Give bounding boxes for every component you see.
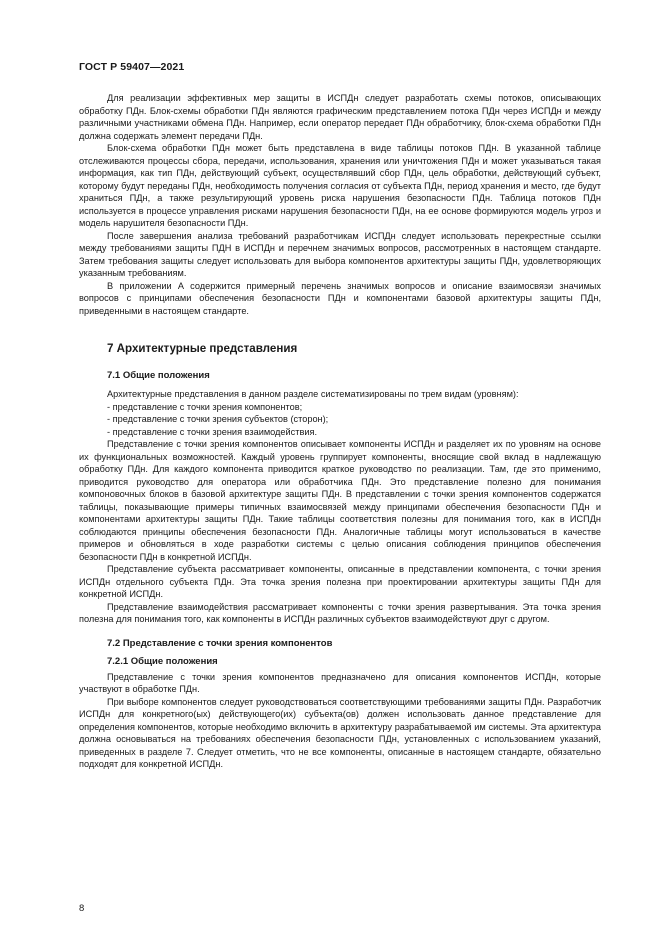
subsubsection-heading: 7.2.1 Общие положения — [107, 656, 218, 667]
paragraph: Блок-схема обработки ПДн может быть представлена в виде таблицы потоков ПДн. В указанной таблице отслеживаются процессы сбора, передачи, использования, хранения или уничтожения ПДн и может указываться такая информация, как тип ПДн, действующий субъект, осуществлявший сбор ПДн, цель обработки, действующий субъект, которому будут переданы ПДн, необходимость получения согласия от субъекта ПДн, период хранения и место, где будут храниться ПДн, а также результирующий уровень риска нарушения безопасности ПДн. Таблица потоков ПДн используется в процессе управления рисками нарушения безопасности ПДн, на ее основе формируются модель угроз и модель нарушителя безопасности ПДн. — [79, 143, 601, 228]
subsection-heading: 7.1 Общие положения — [107, 369, 210, 381]
paragraph: Представление с точки зрения компонентов предназначено для описания компонентов ИСПДн, которые участвуют в обработке ПДн. — [79, 671, 601, 694]
paragraph: Представление взаимодействия рассматривает компоненты с точки зрения развертывания. Эта точка зрения полезна для понимания того, как компоненты в ИСПДн различных субъектов взаимодействуют друг с другом. — [79, 601, 601, 624]
paragraph: В приложении А содержится примерный перечень значимых вопросов и описание взаимосвязи значимых вопросов с принципами обеспечения безопасности ПДн и компонентами базовой архитектуры защиты ПДн, приведенными в настоящем стандарте. — [79, 280, 601, 316]
document-code: ГОСТ Р 59407—2021 — [79, 61, 185, 73]
list-item: - представление с точки зрения компонентов; — [107, 401, 303, 412]
subsection-heading: 7.2 Представление с точки зрения компонентов — [107, 637, 333, 649]
page-number: 8 — [79, 903, 85, 914]
list-item: - представление с точки зрения субъектов (сторон); — [107, 414, 329, 424]
paragraph: После завершения анализа требований разработчикам ИСПДн следует использовать перекрестные ссылки между требованиями защиты ПДН в ИСПДн и перечнем значимых вопросов, рассмотренных в настоящем стандарте. Затем требования защиты следует использовать для выбора компонентов архитектуры защиты ПДн, удовлетворяющих указанным требованиям. — [79, 230, 601, 278]
paragraph: Представление субъекта рассматривает компоненты, описанные в представлении компонента, с точки зрения ИСПДн отдельного субъекта ПДн. Эта точка зрения полезна при проектировании архитектуры защиты ПДн для конкретной ИСПДн. — [79, 564, 601, 599]
page-body — [79, 92, 601, 771]
section-heading: 7 Архитектурные представления — [107, 342, 298, 355]
paragraph: При выборе компонентов следует руководствоваться соответствующими требованиями защиты ПДн. Разработчик ИСПДн для конкретного(ых) действующего(их) субъекта(ов) должен использовать данное представление для определения компонентов, которые необходимо включить в архитектуру разрабатываемой им системы. Эта архитектура должна основываться на требованиях обеспечения безопасности ПДн, установленных с использованием указаний, приведенных в разделе 7. Следует отметить, что не все компоненты, описанные в настоящем стандарте, обязательно подходят для конкретной ИСПДн. — [79, 696, 601, 769]
paragraph: Архитектурные представления в данном разделе систематизированы по трем видам (уровням): — [107, 389, 519, 399]
paragraph: Представление с точки зрения компонентов описывает компоненты ИСПДн и разделяет их по уровням на основе их функциональных возможностей. Каждый уровень группирует компоненты, вносящие свой вклад в надлежащую обработку ПДн. Для каждого компонента приводится краткое руководство по реализации. Там, где это применимо, приводится руководство для оператора или обработчика ПДн. Это представление полезно для понимания компоновочных блоков в базовой архитектуре защиты ПДн. В представлении с точки зрения компонентов содержатся таблицы, показывающие примеры типичных взаимосвязей между принципами обеспечения безопасности ПДн и компонентами архитектуры защиты ПДн. Такие таблицы соответствия полезны для понимания того, как в ИСПДн соблюдаются принципы обеспечения безопасности ПДн. Аналогичные таблицы могут использоваться в качестве примеров и обновляться в ходе разработки системы с целью описания соблюдения принципов обеспечения безопасности ПДн в конкретной ИСПДн. — [79, 439, 601, 562]
list-item: - представление с точки зрения взаимодействия. — [107, 426, 317, 437]
paragraph: Для реализации эффективных мер защиты в ИСПДн следует разработать схемы потоков, описывающих обработку ПДн. Блок-схемы обработки ПДн являются графическим представлением потока ПДн через ИСПДн и между различными участниками обмена ПДн. Например, если оператор передает ПДн обработчику, блок-схема обработки ПДн должна содержать элемент передачи ПДн. — [79, 93, 601, 141]
